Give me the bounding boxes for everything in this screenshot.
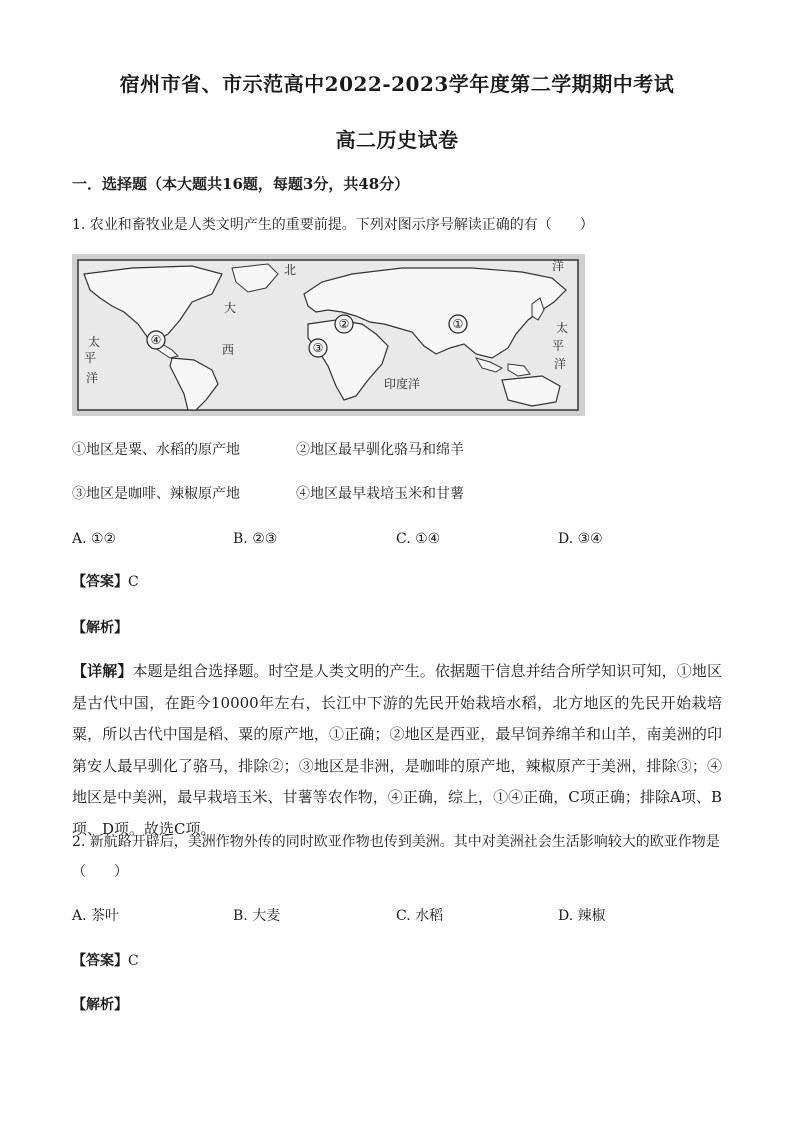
map-label-ping-left: 平: [84, 351, 97, 365]
map-marker-1: [449, 315, 467, 333]
q1-statement-4: ④地区最早栽培玉米和甘薯: [296, 486, 464, 502]
q1-detail-tag: 【详解】: [72, 662, 133, 680]
map-label-da: 大: [224, 301, 237, 315]
q1-answer-tag: 【答案】: [72, 574, 128, 590]
q1-detail: [72, 656, 722, 845]
world-map-svg: [72, 254, 585, 416]
q1-statement-1: ①地区是粟、水稻的原产地: [72, 442, 240, 458]
q2-answer: [72, 951, 139, 971]
svg-text:②: ②: [338, 317, 350, 331]
map-marker-2: [335, 315, 353, 333]
exam-title: 宿州市省、市示范高中2022-2023学年度第二学期期中考试: [119, 72, 675, 96]
q2-option-c: C. 水稻: [396, 908, 444, 924]
map-label-yang-top: 洋: [552, 259, 565, 273]
q2-option-b: B. 大麦: [233, 908, 281, 924]
map-label-yang-left: 洋: [86, 371, 99, 385]
question-2-stem-line1: 2. 新航路开辟后，美洲作物外传的同时欧亚作物也传到美洲。其中对美洲社会生活影响较大的欧亚作物是: [72, 834, 720, 850]
q1-option-a: A. ①②: [72, 531, 117, 547]
svg-text:③: ③: [312, 341, 324, 355]
q1-option-c: C. ①④: [396, 531, 441, 547]
svg-text:④: ④: [150, 333, 162, 347]
map-label-xi: 西: [222, 343, 235, 357]
q2-option-a: A. 茶叶: [72, 908, 120, 924]
q1-analysis-tag: 【解析】: [72, 620, 128, 636]
map-marker-3: [309, 339, 327, 357]
q1-detail-text: 本题是组合选择题。时空是人类文明的产生。依据题干信息并结合所学知识可知，①地区是古代中国，在距今10000年左右，长江中下游的先民开始栽培水稻，北方地区的先民开始栽培粟，所以古代中国是稻、粟的原产地，①正确；②地区是西亚，最早饲养绵羊和山羊，南美洲的印第安人最早驯化了骆马，排除②；③地区是非洲，是咖啡的原产地，辣椒原产于美洲，排除③；④地区是中美洲，最早栽培玉米、甘薯等农作物，④正确，综上，①④正确，C项正确；排除A项、B项、D项。故选C项。: [72, 662, 722, 838]
q1-option-b: B. ②③: [233, 531, 278, 547]
q1-answer-value: C: [128, 574, 139, 590]
q2-analysis-tag: 【解析】: [72, 997, 128, 1013]
q1-option-d: D. ③④: [558, 531, 603, 547]
q1-statement-3: ③地区是咖啡、辣椒原产地: [72, 486, 240, 502]
map-label-tai-right: 太: [556, 321, 569, 335]
svg-text:①: ①: [452, 317, 464, 331]
section-heading: 一．选择题（本大题共16题，每题3分，共48分）: [72, 175, 410, 193]
q2-answer-tag: 【答案】: [72, 953, 128, 969]
map-label-indian-ocean: 印度洋: [384, 377, 421, 391]
question-1-stem: 1. 农业和畜牧业是人类文明产生的重要前提。下列对图示序号解读正确的有（ ）: [72, 217, 594, 233]
map-label-ping-right: 平: [552, 339, 565, 353]
map-label-north: 北: [284, 263, 297, 277]
map-marker-4: [147, 331, 165, 349]
q2-answer-value: C: [128, 953, 139, 969]
q2-option-d: D. 辣椒: [558, 908, 606, 924]
exam-subtitle: 高二历史试卷: [335, 128, 459, 152]
map-label-yang-right: 洋: [554, 357, 567, 371]
q1-statement-2: ②地区最早驯化骆马和绵羊: [296, 442, 464, 458]
q1-answer: [72, 572, 139, 592]
map-label-tai-left: 太: [88, 335, 101, 349]
world-map-figure: [72, 254, 585, 416]
question-2-stem-line2: （ ）: [72, 864, 128, 880]
